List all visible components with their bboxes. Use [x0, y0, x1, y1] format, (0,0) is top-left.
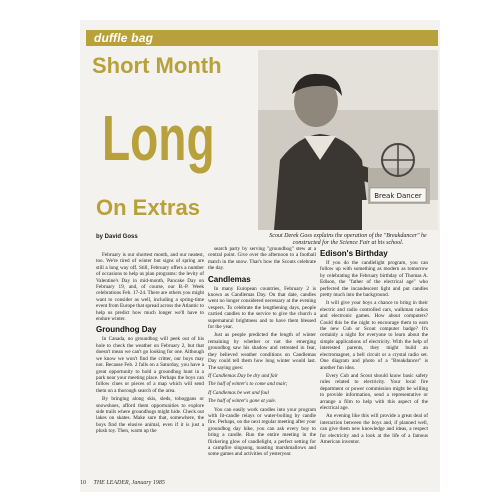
verse-line: If Candlemas Day be dry and fair — [208, 372, 279, 379]
subheading-groundhog-day: Groundhog Day — [96, 325, 157, 335]
subheading-edisons-birthday: Edison's Birthday — [320, 249, 388, 258]
photo-caption: Scout Derek Goss explains the operation of the "Breakdancer" he constructed for the Science Fair at his school. — [269, 233, 427, 246]
paragraph: search party by serving "groundhog" stew at a central point. Give over the afternoon to a football match in the snow. That's how the Scouts celebrate the day. — [208, 246, 316, 272]
photo-sign-text: Break Dancer — [374, 192, 422, 200]
paragraph: If you do the candlelight program, you can follow up with something as modern as tomorrow by celebrating the February birthday of Thomas A. Edison, the "father of the electrical age" who perfected the incandescent light and put candles pretty much into the background. — [320, 260, 428, 299]
verse-line: If Candlemas be wet and foul — [208, 389, 269, 396]
magazine-page — [80, 20, 440, 492]
paragraph: You can easily work candles into your program with lit-candle relays or water-boiling by candle fire. Perhaps, on the next regular meeting after your groundhog day hike, you can ask every boy to bring a candle. Run the entire meeting in the flickering glow of candlelight, a perfect setting for a campfire singsong, toasting marshmallows and some games and activities of yesteryear. — [208, 406, 316, 458]
section-banner — [86, 30, 438, 46]
paragraph: February is our shortest month, and our neatest, too. We're tired of winter but signs of spring are still a long way off. Still, February offers a number of occasions to help us plan programs: the levity of Valentine's Day in mid-month, Pancake Day on February 19, and, of course, our B.-P. Week celebrations Feb. 17-24. There are others you might want to consider as well, including a spring-time event from Europe that spread across the Atlantic to help us predict how much longer we'll have to endure winter. — [96, 252, 204, 323]
byline: by David Goss — [96, 234, 138, 240]
paragraph: An evening like this will provide a great deal of interaction between the boys and, if planned well, can give them new knowledge and ideas, a respect for electricity and a look at the life of a famous American inventor. — [320, 413, 428, 445]
article-column-2 — [208, 246, 316, 482]
paragraph: It will give your boys a chance to bring in their electric and radio controlled cars, walkman radios and electronic games. How about computers? Could this be the night to encourage them to earn the new Cub or Scout computer badge? It's certainly a night for everyone to learn about the simple applications of electricity. With the help of interested parents, they might build an electromagnet, a bell circuit or a crystal radio set. One diagram and photo of a "Breakdancer" is another fun idea. — [320, 300, 428, 371]
page-footer — [80, 480, 165, 486]
article-column-1 — [96, 252, 204, 482]
paragraph: In many European countries, February 2 is known as Candlemas Day. On that date, candles went no longer considered necessary at the evening vespers. To celebrate the lengthening days, people carried candles to the service to give the church a supernatural brightness and to have them blessed for the year. — [208, 285, 316, 331]
headline-line-1: Short Month — [92, 53, 222, 78]
publication-name: THE LEADER, January 1985 — [93, 480, 165, 486]
headline-line-2: Long — [102, 102, 215, 174]
paragraph: Just as people predicted the length of winter remaining by whether or not the emerging groundhog saw his shadow and retreated in fear, they believed weather conditions on Candlemas Day could tell them how long winter would last. The saying goes: — [208, 332, 316, 371]
article-photo — [258, 50, 438, 230]
paragraph: Every Cub and Scout should know basic safety rules related to electricity. Your local fire department or power commission might be willing to provide information, send a representative or arrange a film to help with this aspect of the electrical age. — [320, 372, 428, 411]
paragraph: By bringing along skis, sleds, toboggans or snowshoes, afford them opportunities to explore side trails where groundhogs might hide. Check out lakes on skates. Make sure that, somewhere, the boys find the elusive animal, even if it is just a plush toy. Then, warm up the — [96, 396, 204, 435]
subheading-candlemas: Candlemas — [208, 274, 251, 284]
photo-illustration — [258, 50, 438, 230]
section-label: duffle bag — [94, 31, 154, 45]
headline-line-3: On Extras — [96, 195, 200, 220]
page-number: 10 — [80, 480, 86, 486]
paragraph: In Canada, no groundhog will peek out of his hole to check the weather on February 2, but that doesn't mean we can't go looking for one. Although we know we won't find the critter, our boys may not. Because Feb. 2 falls on a Saturday, you have a great opportunity to hold a groundhog hunt in a park near your meeting place. Perhaps the boys can follow clues or pieces of a map which will send them on a thorough search of the area. — [96, 336, 204, 394]
article-column-3 — [320, 246, 428, 482]
verse-line: The half of winter's to come and mair; — [208, 381, 288, 388]
verse-line: The half of winter's gone at yule. — [208, 398, 277, 405]
